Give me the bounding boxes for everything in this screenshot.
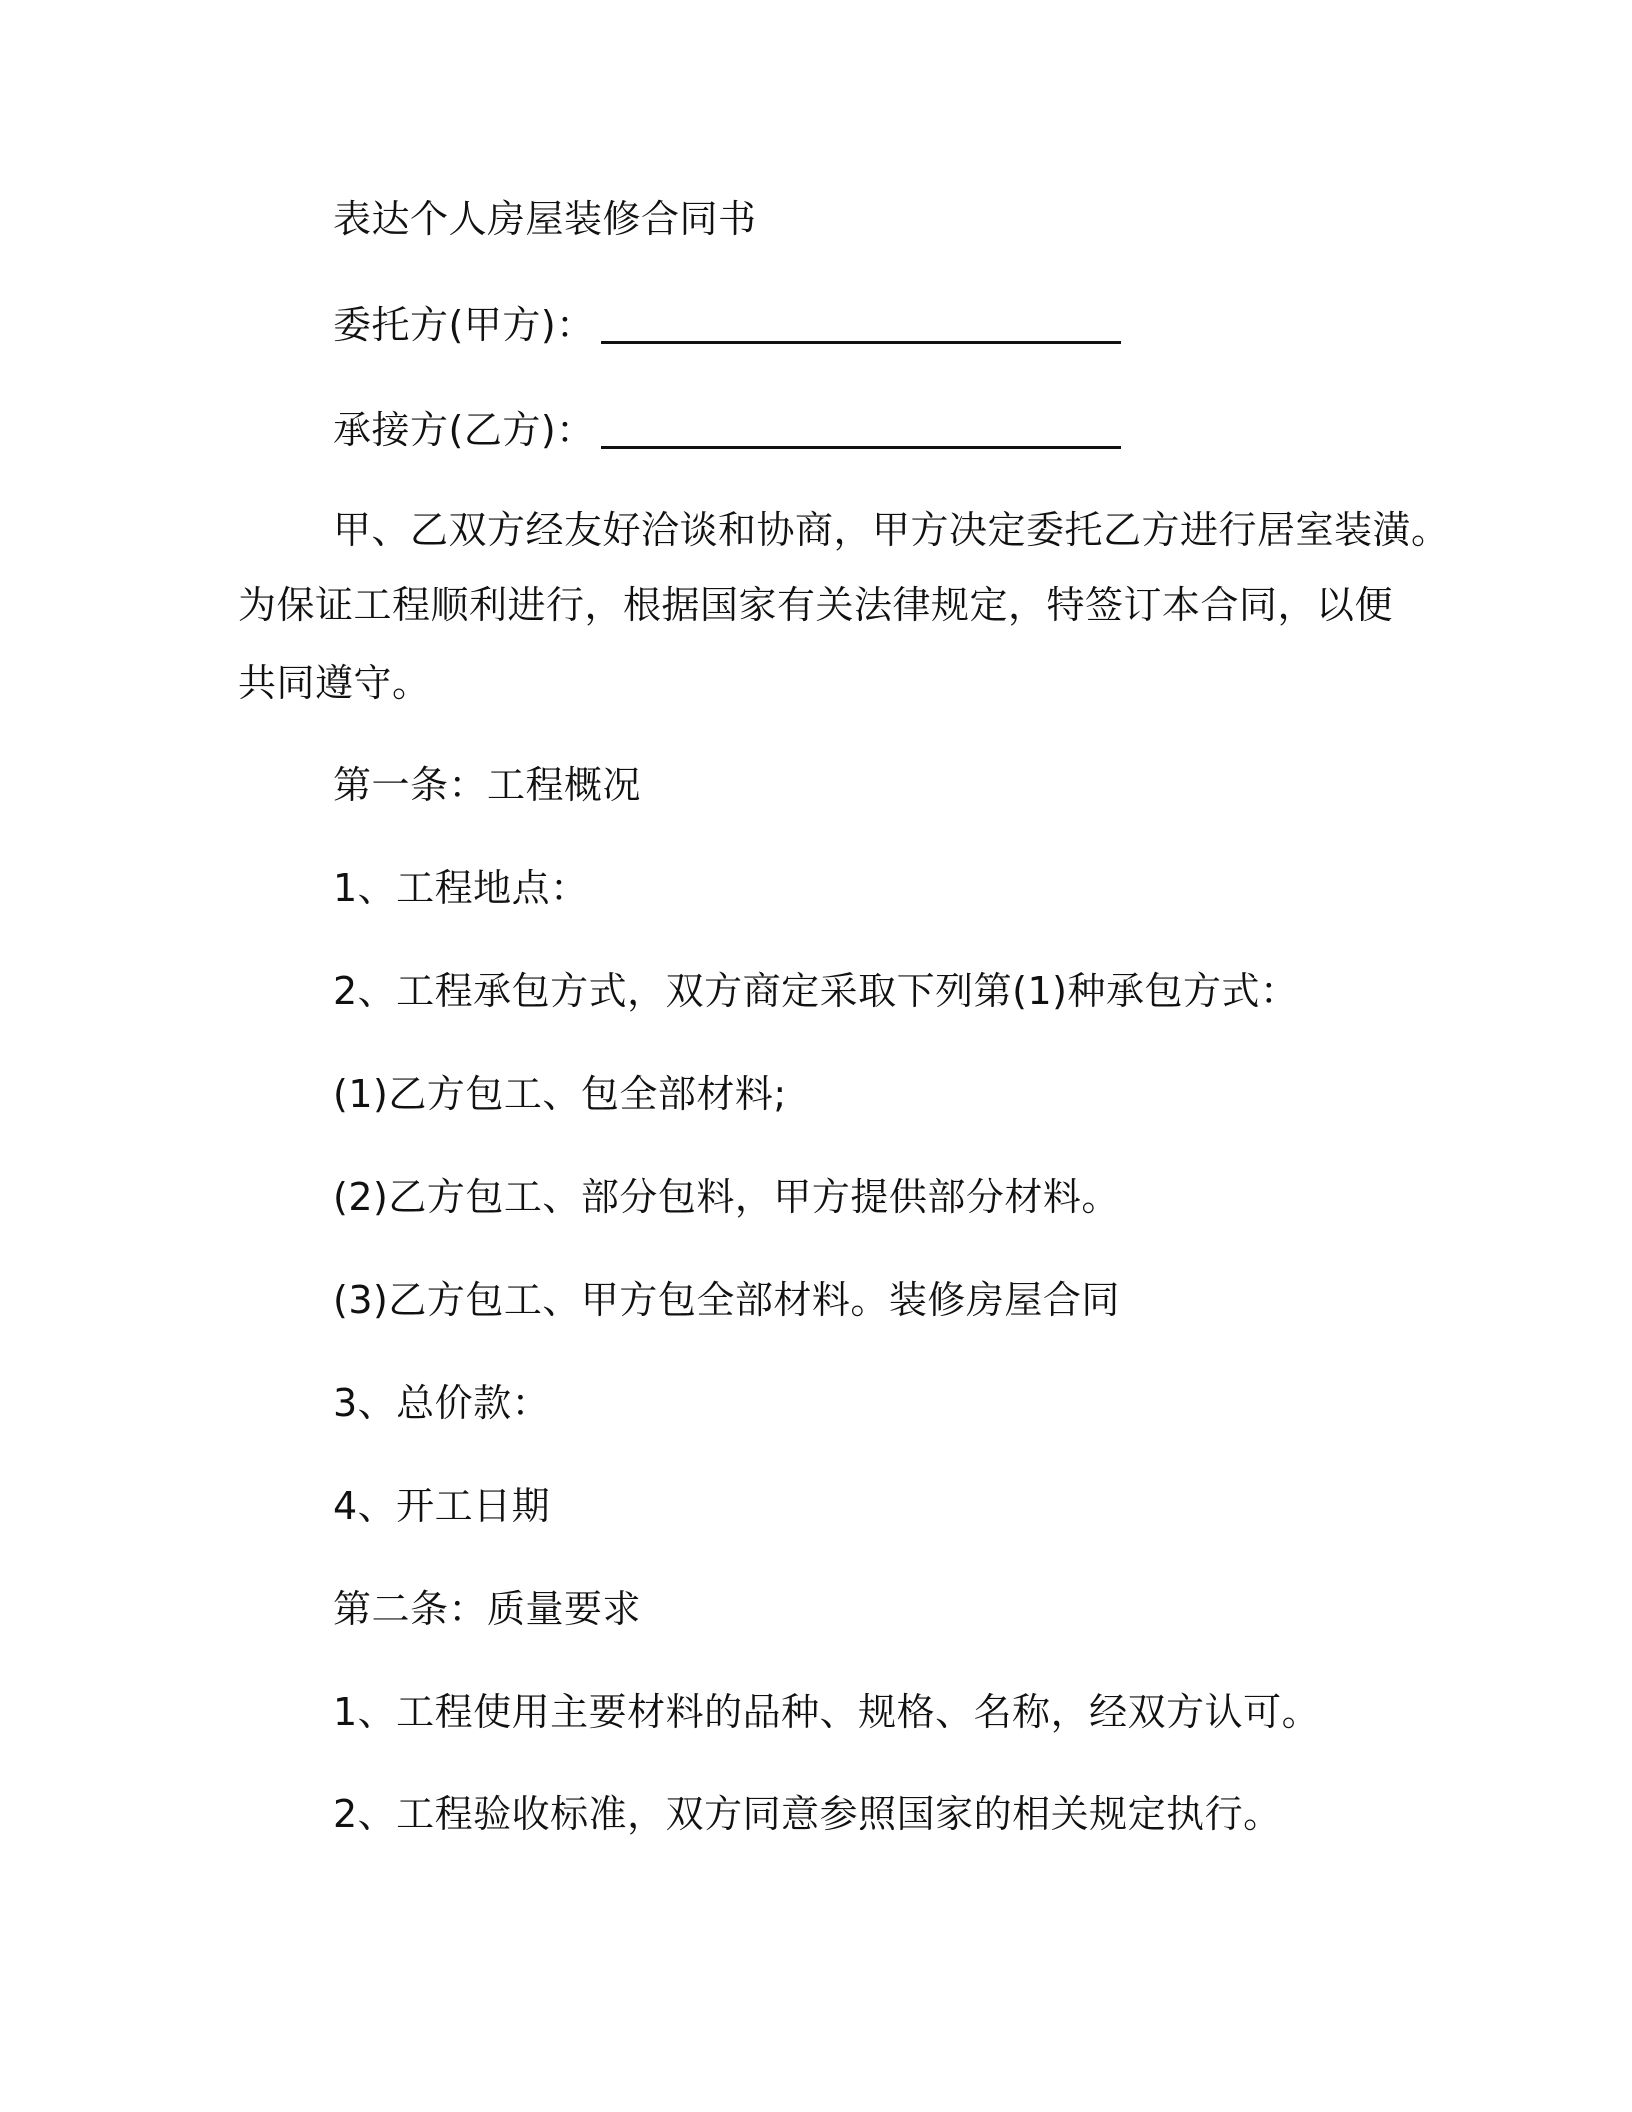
party-b-label: 承接方(乙方)： [333,408,595,452]
article-1-item-2: 2、工程承包方式，双方商定采取下列第(1)种承包方式： [333,969,1299,1013]
article-1-heading: 第一条：工程概况 [333,763,642,807]
intro-line-3: 共同遵守。 [238,661,431,705]
party-a-blank[interactable] [601,337,1121,344]
article-1-option-2: (2)乙方包工、部分包料，甲方提供部分材料。 [333,1175,1120,1219]
intro-line-1: 甲、乙双方经友好洽谈和协商，甲方决定委托乙方进行居室装潢。 [333,508,1450,552]
document-title: 表达个人房屋装修合同书 [333,197,757,241]
party-b-blank[interactable] [601,442,1121,449]
article-1-item-1: 1、工程地点： [333,866,589,910]
article-1-option-3: (3)乙方包工、甲方包全部材料。装修房屋合同 [333,1278,1120,1322]
article-1-item-4: 4、开工日期 [333,1484,551,1528]
article-1-item-3: 3、总价款： [333,1381,551,1425]
party-a-label: 委托方(甲方)： [333,303,595,347]
article-2-item-2: 2、工程验收标准，双方同意参照国家的相关规定执行。 [333,1792,1282,1836]
party-a-field [333,303,1121,347]
intro-line-2: 为保证工程顺利进行，根据国家有关法律规定，特签订本合同，以便 [238,583,1394,627]
article-1-option-1: (1)乙方包工、包全部材料; [333,1072,787,1116]
article-2-item-1: 1、工程使用主要材料的品种、规格、名称，经双方认可。 [333,1690,1321,1734]
party-b-field [333,408,1121,452]
article-2-heading: 第二条：质量要求 [333,1587,642,1631]
